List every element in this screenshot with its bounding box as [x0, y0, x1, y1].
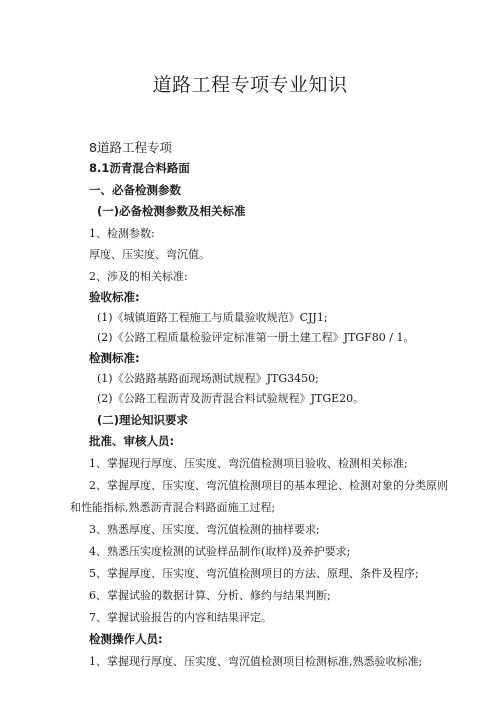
acceptance-standard-item: (2)《公路工程质量检验评定标准第一册土建工程》JTGF80 / 1。 [97, 331, 415, 344]
part-one-subheading: (一)必备检测参数及相关标准 [97, 204, 246, 218]
approver-requirement: 7、掌握试验报告的内容和结果评定。 [89, 611, 272, 624]
item-detection-params: 1、检测参数: [89, 227, 155, 240]
document-title: 道路工程专项专业知识 [152, 74, 348, 96]
approver-requirement: 5、掌握厚度、压实度、弯沉值检测项目的方法、原理、条件及程序; [89, 567, 419, 580]
part-one-heading: 一、必备检测参数 [89, 183, 181, 197]
operators-label: 检测操作人员: [89, 632, 163, 646]
testing-standards-label: 检测标准: [89, 351, 140, 365]
testing-standard-item: (2)《公路工程沥青及沥青混合料试验规程》JTGE20。 [97, 392, 365, 405]
item-related-standards: 2、涉及的相关标准: [89, 270, 188, 283]
operator-requirement: 1、掌握现行厚度、压实度、弯沉值检测项目检测标准,熟悉验收标准; [89, 655, 423, 668]
approver-requirement: 1、掌握现行厚度、压实度、弯沉值检测项目验收、检测相关标准; [89, 457, 408, 470]
approver-requirement: 6、掌握试验的数据计算、分析、修约与结果判断; [89, 589, 331, 602]
params-list: 厚度、压实度、弯沉值。 [89, 248, 210, 261]
acceptance-standards-label: 验收标准: [89, 290, 140, 304]
approvers-label: 批准、审核人员: [89, 434, 175, 448]
approver-requirement: 2、掌握厚度、压实度、弯沉值检测项目的基本理论、检测对象的分类原则 [89, 479, 448, 492]
section-heading: 8道路工程专项 [89, 140, 172, 155]
acceptance-standard-item: (1)《城镇道路工程施工与质量验收规范》CJJ1; [97, 311, 328, 324]
part-two-subheading: (二)理论知识要求 [97, 413, 189, 427]
approver-requirement: 和性能指标,熟悉沥青混合料路面施工过程; [70, 501, 276, 514]
subsection-heading: 8.1沥青混合料路面 [89, 161, 190, 175]
testing-standard-item: (1)《公路路基路面现场测试规程》JTG3450; [97, 372, 319, 385]
approver-requirement: 4、熟悉压实度检测的试验样品制作(取样)及养护要求; [89, 545, 351, 558]
approver-requirement: 3、熟悉厚度、压实度、弯沉值检测的抽样要求; [89, 523, 320, 536]
